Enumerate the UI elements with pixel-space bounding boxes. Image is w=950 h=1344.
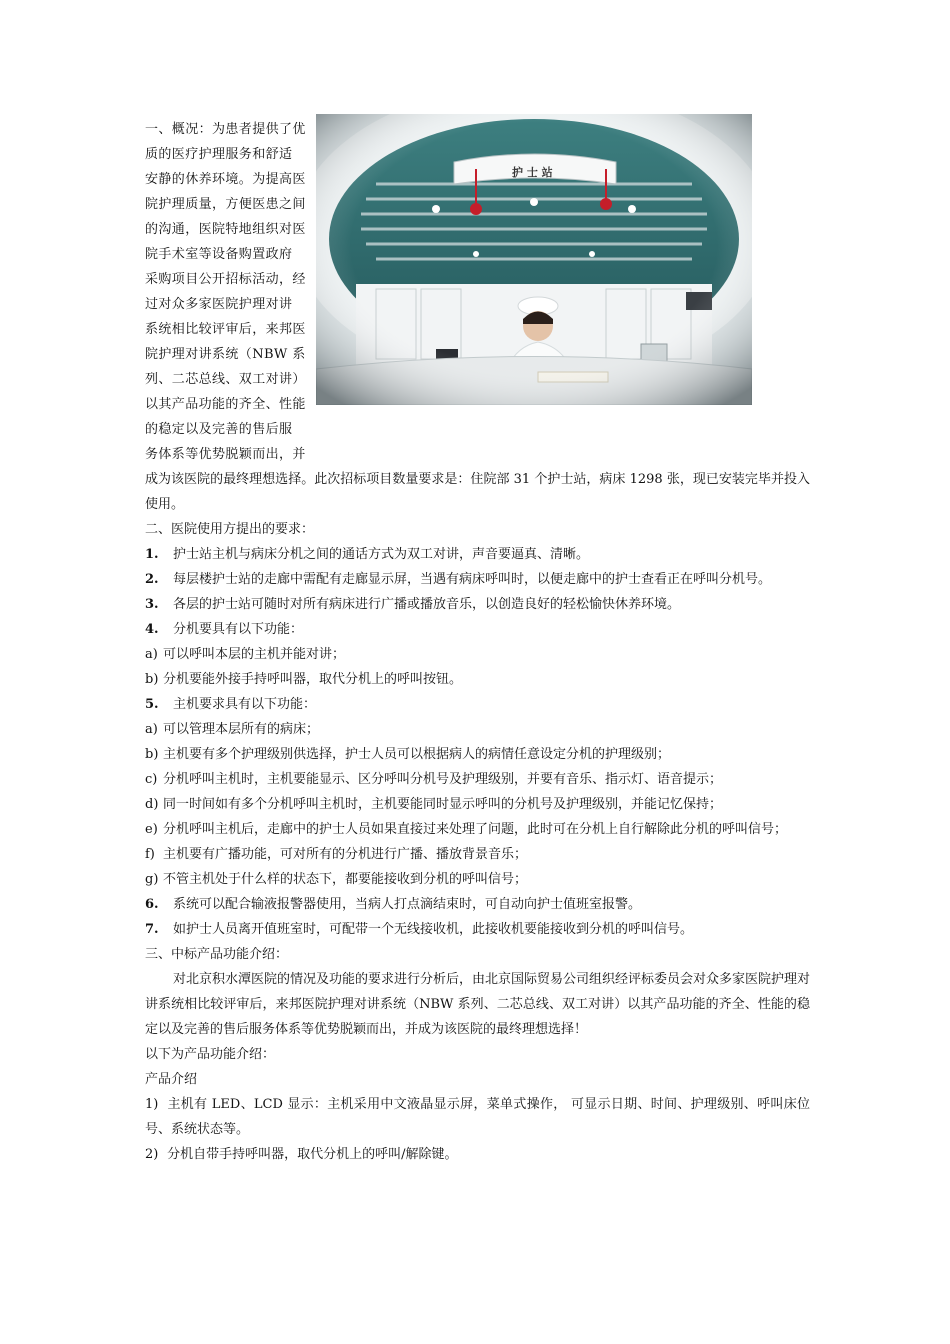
intro-line: 院护理质量，方便医患之间 [145,197,306,212]
nurse-station-illustration [316,114,752,405]
req-item-text: 分机要具有以下功能： [173,622,304,637]
req-item-6 [145,892,810,917]
req-item-text: 每层楼护士站的走廊中需配有走廊显示屏，当遇有病床呼叫时，以便走廊中的护士查看正在呼叫分机号。 [173,572,772,587]
intro-line: 以其产品功能的齐全、性能 [145,397,306,412]
sub-letter: f) [145,847,155,862]
req-item-1 [145,542,810,567]
product-text: 分机自带手持呼叫器，取代分机上的呼叫/解除键。 [167,1147,458,1162]
intro-line: 务体系等优势脱颖而出，并 [145,447,306,462]
document-body [145,467,810,1167]
sub-text: 同一时间如有多个分机呼叫主机时，主机要能同时显示呼叫的分机号及护理级别，并能记忆保持； [163,797,723,812]
req-item-5 [145,692,810,717]
req-item-5f [145,842,810,867]
sub-text: 分机呼叫主机后，走廊中的护士人员如果直接过来处理了问题，此时可在分机上自行解除此分机的呼叫信号； [163,822,788,837]
intro-line: 过对众多家医院护理对讲 [145,297,293,312]
req-item-number: 6. [145,897,159,912]
sub-text: 主机要有广播功能，可对所有的分机进行广播、播放背景音乐； [163,847,528,862]
product-number: 2) [145,1147,159,1162]
req-item-text: 系统可以配合输液报警器使用，当病人打点滴结束时，可自动向护士值班室报警。 [173,897,642,912]
req-item-text: 如护士人员离开值班室时，可配带一个无线接收机，此接收机要能接收到分机的呼叫信号。 [173,922,694,937]
req-item-number: 5. [145,697,159,712]
product-text: 主机有 LED、LCD 显示：主机采用中文液晶显示屏，菜单式操作， 可显示日期、时间、护理级别、呼叫床位号、系统状态等。 [145,1097,810,1137]
intro-tail: 成为该医院的最终理想选择。此次招标项目数量要求是：住院部 31 个护士站，病床 1298 张，现已安装完毕并投入使用。 [145,472,810,512]
section3-title: 三、中标产品功能介绍： [145,947,289,962]
product-item-2 [145,1142,810,1167]
req-item-number: 7. [145,922,159,937]
sub-text: 可以管理本层所有的病床； [163,722,320,737]
req-item-number: 2. [145,572,159,587]
intro-line: 列、二芯总线、双工对讲） [145,372,306,387]
req-item-5a [145,717,810,742]
intro-line: 一、概况：为患者提供了优 [145,122,306,137]
sub-letter: c) [145,772,158,787]
sub-text: 分机要能外接手持呼叫器，取代分机上的呼叫按钮。 [163,672,463,687]
req-item-number: 4. [145,622,159,637]
intro-line: 安静的休养环境。为提高医 [145,172,306,187]
sub-letter: b) [145,747,159,762]
sub-letter: a) [145,722,158,737]
intro-line: 院护理对讲系统（NBW 系 [145,347,306,362]
section3-paragraph: 对北京积水潭医院的情况及功能的要求进行分析后，由北京国际贸易公司组织经评标委员会对众多家医院护理对讲系统相比较评审后，来邦医院护理对讲系统（NBW 系列、二芯总线、双工对讲）以其产品功能的齐全、性能的稳定以及完善的售后服务体系等优势脱颖而出，并成为该医院的最终理想选择！ [145,972,811,1037]
section2-title: 二、医院使用方提出的要求： [145,522,315,537]
sub-letter: a) [145,647,158,662]
req-item-number: 3. [145,597,159,612]
intro-line: 系统相比较评审后，来邦医 [145,322,306,337]
sub-letter: b) [145,672,159,687]
req-item-2 [145,567,810,592]
intro-line: 的稳定以及完善的售后服 [145,422,293,437]
intro-line: 院手术室等设备购置政府 [145,247,293,262]
intro-line: 质的医疗护理服务和舒适 [145,147,293,162]
req-item-5b [145,742,810,767]
sub-text: 可以呼叫本层的主机并能对讲； [163,647,346,662]
req-item-3 [145,592,810,617]
product-number: 1) [145,1097,159,1112]
product-label: 产品介绍 [145,1072,198,1087]
req-item-4 [145,617,810,642]
intro-line: 采购项目公开招标活动，经 [145,272,306,287]
sub-letter: d) [145,797,159,812]
req-item-text: 护士站主机与病床分机之间的通话方式为双工对讲，声音要逼真、清晰。 [173,547,590,562]
req-item-text: 主机要求具有以下功能： [173,697,317,712]
sub-text: 分机呼叫主机时，主机要能显示、区分呼叫分机号及护理级别，并要有音乐、指示灯、语音提示； [163,772,723,787]
product-item-1 [145,1092,810,1142]
sub-letter: g) [145,872,159,887]
req-item-5g [145,867,810,892]
req-item-4b [145,667,810,692]
req-item-5e [145,817,810,842]
req-item-5d [145,792,810,817]
section3-intro-label: 以下为产品功能介绍： [145,1047,276,1062]
nurse-station-photo [316,114,752,405]
sub-letter: e) [145,822,158,837]
req-item-5c [145,767,810,792]
req-item-7 [145,917,810,942]
req-item-4a [145,642,810,667]
sub-text: 不管主机处于什么样的状态下，都要能接收到分机的呼叫信号； [163,872,528,887]
intro-line: 的沟通，医院特地组织对医 [145,222,306,237]
req-item-number: 1. [145,547,159,562]
sub-text: 主机要有多个护理级别供选择，护士人员可以根据病人的病情任意设定分机的护理级别； [163,747,671,762]
req-item-text: 各层的护士站可随时对所有病床进行广播或播放音乐，以创造良好的轻松愉快休养环境。 [173,597,681,612]
